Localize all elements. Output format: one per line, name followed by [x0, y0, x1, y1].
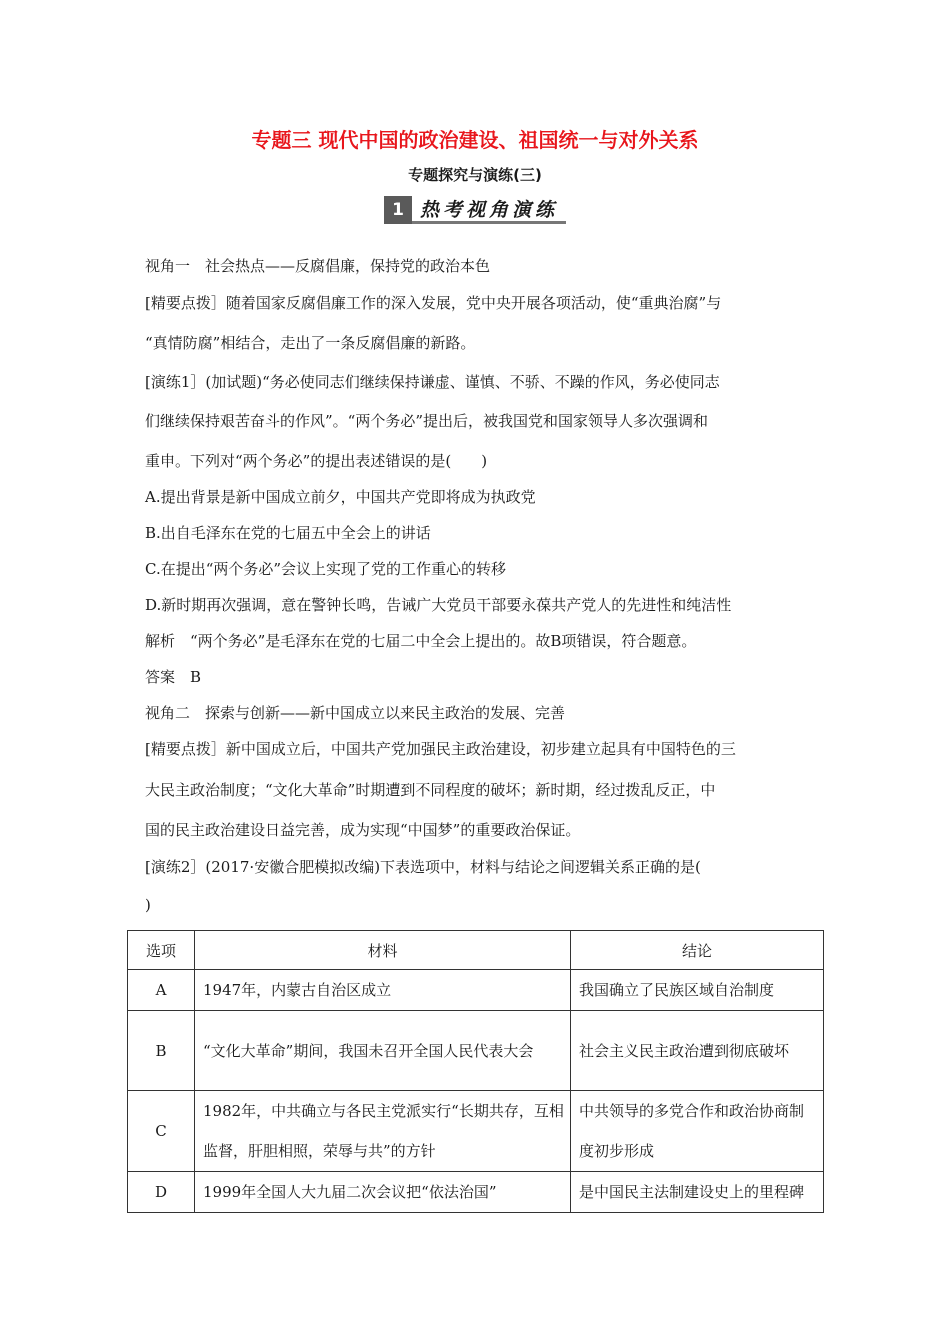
page-subtitle: 专题探究与演练(三)	[408, 166, 542, 184]
analysis: 解析 “两个务必”是毛泽东在党的七届二中全会上提出的。故B项错误，符合题意。	[145, 632, 697, 650]
banner-number: 1	[384, 196, 412, 224]
banner-label: 热考视角演练	[412, 196, 566, 224]
row-material: “文化大革命”期间，我国未召开全国人民代表大会	[195, 1011, 571, 1091]
row-key: A	[128, 970, 195, 1011]
option-b: B.出自毛泽东在党的七届五中全会上的讲话	[145, 524, 431, 542]
table-row	[128, 1091, 824, 1172]
row-conclusion: 中共领导的多党合作和政治协商制度初步形成	[571, 1091, 824, 1172]
answer: 答案 B	[145, 668, 202, 686]
header-material: 材料	[195, 931, 571, 970]
exercise1-line2: 们继续保持艰苦奋斗的作风”。“两个务必”提出后，被我国党和国家领导人多次强调和	[145, 412, 709, 430]
table-row	[128, 1172, 824, 1213]
header-conclusion: 结论	[571, 931, 824, 970]
row-material: 1982年，中共确立与各民主党派实行“长期共存，互相监督，肝胆相照，荣辱与共”的方针	[195, 1091, 571, 1172]
row-key: D	[128, 1172, 195, 1213]
row-key: C	[128, 1091, 195, 1172]
row-conclusion: 我国确立了民族区域自治制度	[571, 970, 824, 1011]
row-conclusion: 社会主义民主政治遭到彻底破坏	[571, 1011, 824, 1091]
row-conclusion: 是中国民主法制建设史上的里程碑	[571, 1172, 824, 1213]
section1-heading: 视角一 社会热点——反腐倡廉，保持党的政治本色	[145, 257, 491, 275]
section2-tip-line1: [精要点拨］新中国成立后，中国共产党加强民主政治建设，初步建立起具有中国特色的三	[145, 740, 736, 758]
row-material: 1999年全国人大九届二次会议把“依法治国”	[195, 1172, 571, 1213]
row-key: B	[128, 1011, 195, 1091]
section1-tip-line1: [精要点拨］随着国家反腐倡廉工作的深入发展，党中央开展各项活动，使“重典治腐”与	[145, 294, 722, 312]
table-header-row	[128, 931, 824, 970]
options-table	[127, 930, 824, 1213]
option-d: D.新时期再次强调，意在警钟长鸣，告诫广大党员干部要永葆共产党人的先进性和纯洁性	[145, 596, 732, 614]
exercise2-line2: )	[145, 896, 151, 914]
exercise2-line1: [演练2］(2017·安徽合肥模拟改编)下表选项中，材料与结论之间逻辑关系正确的是(	[145, 858, 701, 876]
page-title: 专题三 现代中国的政治建设、祖国统一与对外关系	[251, 128, 699, 152]
exercise1-line3: 重申。下列对“两个务必”的提出表述错误的是( )	[145, 452, 488, 470]
section2-heading: 视角二 探索与创新——新中国成立以来民主政治的发展、完善	[145, 704, 566, 722]
section2-tip-line2: 大民主政治制度；“文化大革命”时期遭到不同程度的破坏；新时期，经过拨乱反正，中	[145, 781, 716, 799]
table-row	[128, 1011, 824, 1091]
row-material: 1947年，内蒙古自治区成立	[195, 970, 571, 1011]
section-banner	[384, 196, 566, 224]
table-row	[128, 970, 824, 1011]
section1-tip-line2: “真情防腐”相结合，走出了一条反腐倡廉的新路。	[145, 334, 476, 352]
option-a: A.提出背景是新中国成立前夕，中国共产党即将成为执政党	[145, 488, 536, 506]
section2-tip-line3: 国的民主政治建设日益完善，成为实现“中国梦”的重要政治保证。	[145, 821, 581, 839]
header-option: 选项	[128, 931, 195, 970]
option-c: C.在提出“两个务必”会议上实现了党的工作重心的转移	[145, 560, 507, 578]
exercise1-line1: [演练1］(加试题)“务必使同志们继续保持谦虚、谨慎、不骄、不躁的作风，务必使同志	[145, 373, 720, 391]
